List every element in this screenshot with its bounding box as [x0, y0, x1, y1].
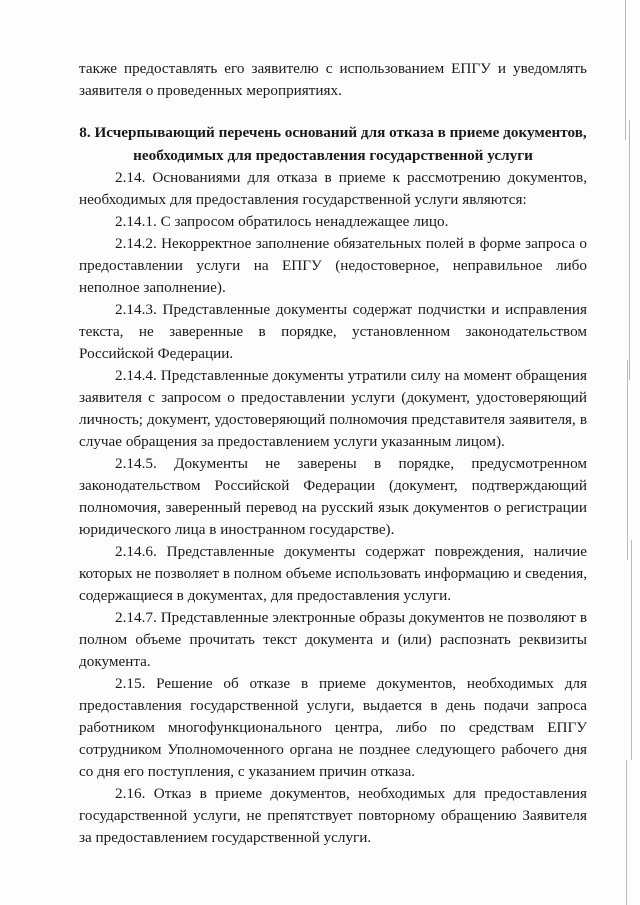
paragraph-2-14-5: 2.14.5. Документы не заверены в порядке, предусмотренном законодательством Российской Федерации (документ, подтверждающий полномочия, заверенный перевод на русский язык документов о регистрации юридического лица в иностранном государстве). — [79, 455, 587, 538]
paragraph-2-14-6: 2.14.6. Представленные документы содержат повреждения, наличие которых не позволяет в полном объеме использовать информацию и сведения, содержащиеся в документах, для предоставления услуги. — [79, 543, 587, 604]
paragraph-2-15: 2.15. Решение об отказе в приеме документов, необходимых для предоставления государственной услуги, выдается в день подачи запроса работником многофункционального центра, либо по средствам ЕПГУ сотрудником Уполномоченного органа не позднее следующего рабочего дня со дня его поступления, с указанием причин отказа. — [79, 675, 587, 780]
paragraph-2-14-3: 2.14.3. Представленные документы содержат подчистки и исправления текста, не заверенные в порядке, установленном законодательством Российской Федерации. — [79, 301, 587, 362]
paragraph-2-16: 2.16. Отказ в приеме документов, необходимых для предоставления государственной услуги, не препятствует повторному обращению Заявителя за предоставлением государственной услуги. — [79, 785, 587, 846]
continuation-paragraph: также предоставлять его заявителю с использованием ЕПГУ и уведомлять заявителя о проведенных мероприятиях. — [79, 60, 587, 99]
paragraph-2-14: 2.14. Основаниями для отказа в приеме к рассмотрению документов, необходимых для предоставления государственной услуги являются: — [79, 169, 587, 208]
paragraph-2-14-2: 2.14.2. Некорректное заполнение обязательных полей в форме запроса о предоставлении услуги на ЕПГУ (недостоверное, неправильное либо неполное заполнение). — [79, 235, 587, 296]
paragraph-2-14-7: 2.14.7. Представленные электронные образы документов не позволяют в полном объеме прочитать текст документа и (или) распознать реквизиты документа. — [79, 609, 587, 670]
section-heading: 8. Исчерпывающий перечень оснований для отказа в приеме документов, необходимых для предоставления государственной услуги — [79, 124, 587, 164]
paragraph-2-14-4: 2.14.4. Представленные документы утратили силу на момент обращения заявителя с запросом о предоставлении услуги (документ, удостоверяющий личность; документ, удостоверяющий полномочия представителя заявителя, в случае обращения за предоставлением услуги указанным лицом). — [79, 367, 587, 450]
scan-edge-artifact — [622, 0, 636, 905]
document-body — [79, 58, 587, 849]
paragraph-2-14-1: 2.14.1. С запросом обратилось ненадлежащее лицо. — [115, 213, 449, 230]
